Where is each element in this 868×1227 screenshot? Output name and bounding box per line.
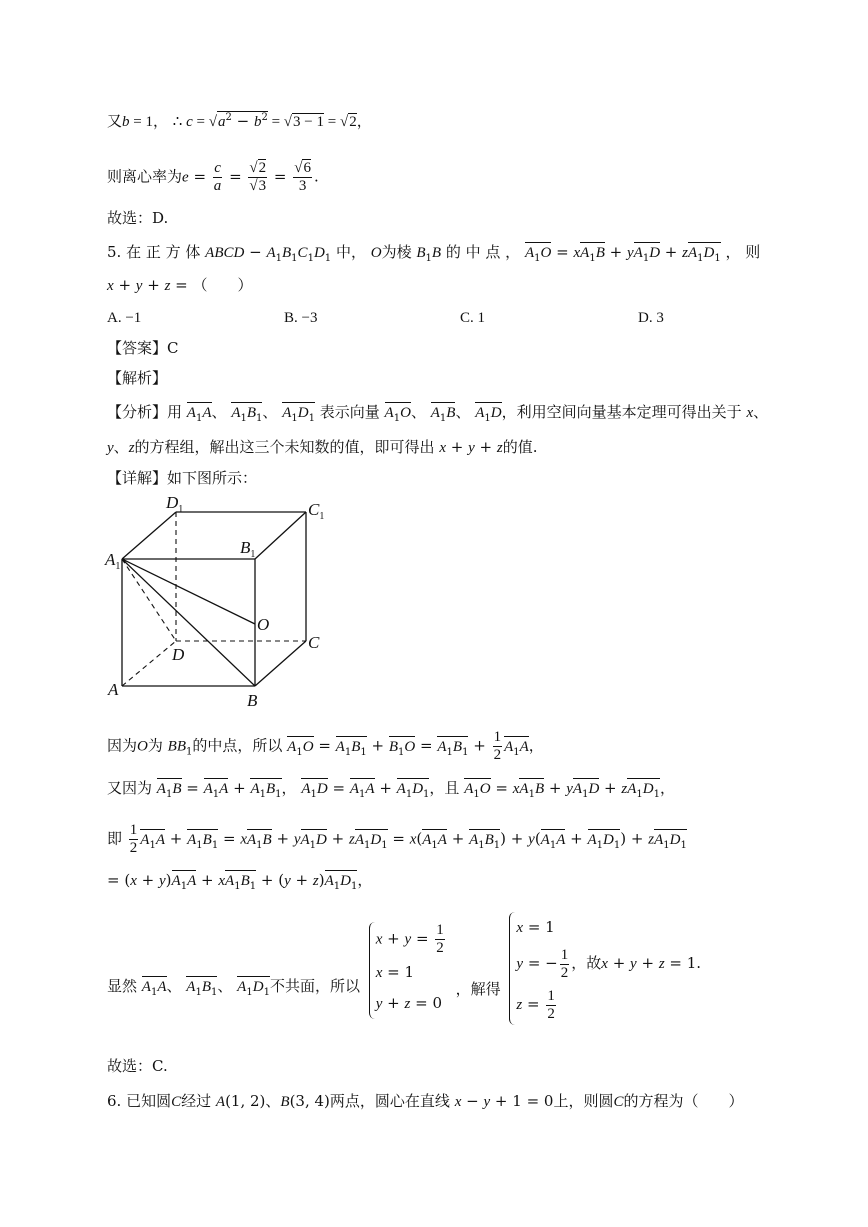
- expand-line: = $(x + y)A_1A + xA_1B_1 + (y + z)A_1D_1$，: [107, 870, 372, 895]
- edge-B1C1: [255, 512, 306, 559]
- line-3: 故选：D.: [107, 209, 169, 227]
- xiangjie: 【详解】如下图所示：: [107, 469, 258, 487]
- edge-AD-hidden: [122, 641, 176, 686]
- because-line-2: 又因为 $A_1B = A_1A + A_1B_1$， $A_1D = A_1A + A_1D_1$，且 $A_1O = xA_1B + yA_1D + zA_1D_1$，: [107, 778, 675, 803]
- fenxi-line-2: y、z的方程组，解出这三个未知数的值，即可得出 x + y + z的值.: [107, 438, 538, 456]
- segment-A1B: [122, 559, 255, 686]
- system-2: x = 1 y = − $\frac{1}{2}$ ，故x + y + z = 1. z = $\frac{1}{2}$: [509, 912, 701, 1025]
- edge-A1D1: [122, 512, 176, 559]
- label-D1: $D_1$: [166, 493, 184, 515]
- label-O: O: [257, 615, 270, 634]
- because-line-1: 因为O为 $BB_1$的中点，所以 $A_1O = A_1B_1 + B_1O = A_1B_1$ + $\frac{1}{2}$ $A_1A$，: [107, 729, 544, 763]
- label-A: A: [108, 680, 119, 699]
- segment-A1D-hidden: [122, 559, 176, 641]
- q5-line-2: x + y + z = （ ）: [107, 276, 253, 294]
- system-1: x + y = $\frac{1}{2}$ x = 1 y + z = 0: [369, 922, 447, 1019]
- system-line: 显然 $A_1A$、 $A_1B_1$、 $A_1D_1$不共面，所以 x + y = $\frac{1}{2}$ x = 1 y + z = 0 ，解得 x = 1 y = − $\frac{1}{2}$ ，故x + y + z = 1. z = $\frac{1}{2}$: [107, 912, 705, 1042]
- text: 又: [107, 112, 123, 130]
- fenxi-line-1: 【分析】用 $A_1A$、 $A_1B_1$、 $A_1D_1$ 表示向量 $A_1O$、 $A_1B$、 $A_1D$，利用空间向量基本定理可得出关于 x、: [107, 402, 768, 427]
- analysis-heading: 【解析】: [107, 369, 168, 387]
- label-C: C: [308, 633, 320, 652]
- line-2: 则离心率为e = $\frac{c}{a}$ = $\frac{√2}{√3}$ = $\frac{√6}{3}$ .: [107, 160, 319, 194]
- option-d: D. 3: [638, 310, 664, 326]
- ji-line: 即 $\frac{1}{2}$ $A_1A + A_1B_1 = xA_1B + yA_1D + zA_1D_1 = x(A_1A + A_1B_1) + y(A_1A + A_1D_1) + zA_1D_1$: [107, 822, 687, 856]
- label-B: B: [247, 691, 258, 708]
- cube-figure: [100, 488, 340, 708]
- answer: 【答案】C: [107, 339, 179, 357]
- line-1: 又b = 1， ∴ $c = √a^2 - b^2 = √3 - 1 = √2$，: [107, 112, 372, 130]
- label-C1: $C_1$: [308, 500, 325, 522]
- q6-line: 6. 已知圆C经过 A(1, 2)、B(3, 4)两点，圆心在直线 x − y + 1 = 0上，则圆C的方程为（ ）: [107, 1092, 744, 1110]
- option-b: B. −3: [284, 310, 318, 326]
- q5-line-1: 5. 在 正 方 体 ABCD − $A_1B_1C_1D_1$ 中， O为棱 $B_1B$ 的 中 点 ， $A_1O = xA_1B + yA_1D + zA_1D_1$ ， 则: [107, 242, 760, 269]
- label-B1: $B_1$: [240, 538, 256, 560]
- label-D: D: [172, 645, 185, 664]
- segment-A1O: [122, 559, 255, 624]
- label-A1: $A_1$: [105, 550, 121, 572]
- guxuan-c: 故选：C.: [107, 1057, 168, 1075]
- edge-BC: [255, 641, 306, 686]
- option-c: C. 1: [460, 310, 486, 326]
- option-a: A. −1: [107, 310, 142, 326]
- options-row: [0, 308, 868, 328]
